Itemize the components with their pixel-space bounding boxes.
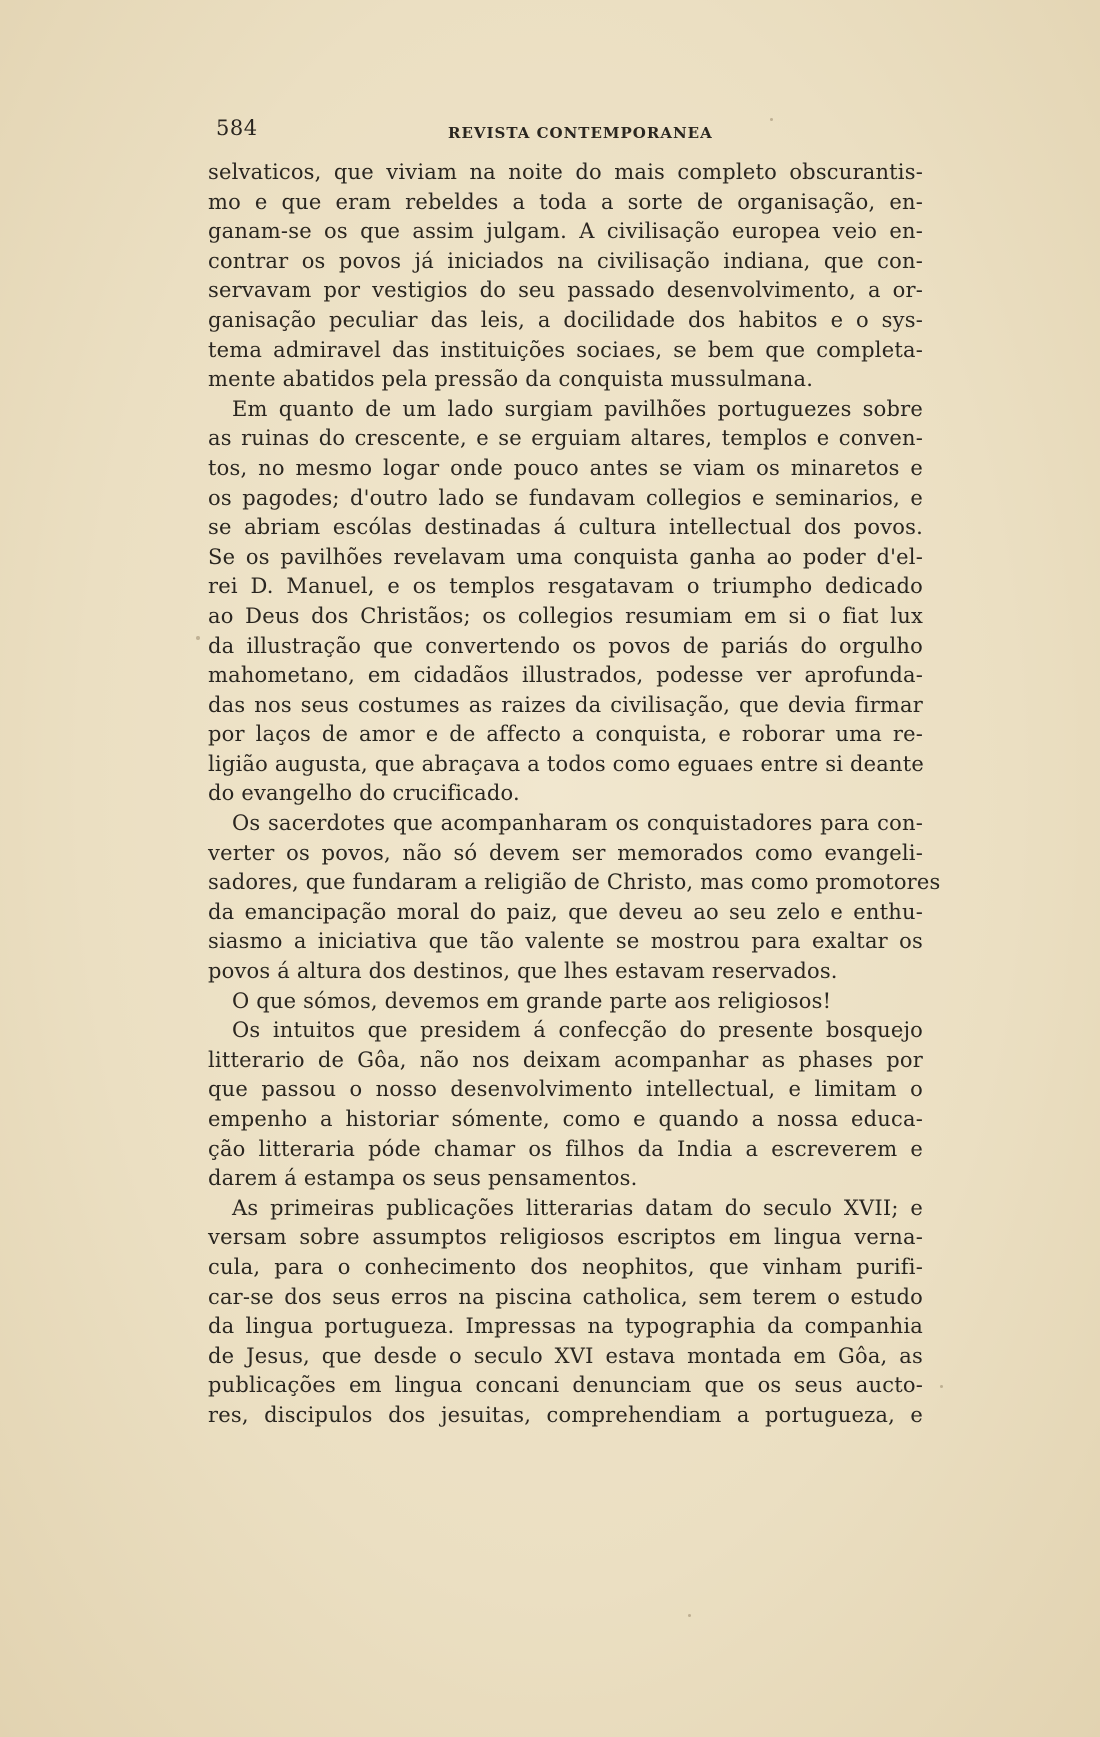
text-line: do evangelho do crucificado.: [208, 781, 520, 806]
text-line: contrar os povos já iniciados na civilisação indiana, que con-: [208, 248, 923, 273]
text-line: se abriam escólas destinadas á cultura intellectual dos povos.: [208, 515, 923, 540]
text-line: povos á altura dos destinos, que lhes estavam reservados.: [208, 959, 838, 984]
text-line: os pagodes; d'outro lado se fundavam collegios e seminarios, e: [208, 485, 923, 510]
text-line: mo e que eram rebeldes a toda a sorte de organisação, en-: [208, 189, 923, 214]
text-line: tema admiravel das instituições sociaes, se bem que completa-: [208, 337, 923, 362]
text-line: as ruinas do crescente, e se erguiam altares, templos e conven-: [208, 426, 923, 451]
text-line: mente abatidos pela pressão da conquista mussulmana.: [208, 367, 814, 392]
text-line: ganisação peculiar das leis, a docilidade dos habitos e o sys-: [208, 307, 923, 332]
text-line: versam sobre assumptos religiosos escriptos em lingua verna-: [208, 1225, 923, 1250]
text-line: que passou o nosso desenvolvimento intellectual, e limitam o: [208, 1077, 923, 1102]
text-line: ção litteraria póde chamar os filhos da India a escreverem e: [208, 1136, 923, 1161]
page-header: [208, 112, 838, 142]
text-line: da emancipação moral do paiz, que deveu ao seu zelo e enthu-: [208, 899, 923, 924]
running-title: REVISTA CONTEMPORANEA: [448, 124, 713, 142]
text-line: Em quanto de um lado surgiam pavilhões portuguezes sobre: [232, 396, 923, 421]
text-line: por laços de amor e de affecto a conquista, e roborar uma re-: [208, 722, 923, 747]
page-number: 584: [216, 116, 258, 140]
text-line: mahometano, em cidadãos illustrados, podesse ver aprofunda-: [208, 663, 923, 688]
text-line: tos, no mesmo logar onde pouco antes se viam os minaretos e: [208, 455, 923, 480]
ink-speck: [940, 1385, 943, 1388]
ink-speck: [196, 636, 200, 640]
text-line: Os intuitos que presidem á confecção do presente bosquejo: [232, 1018, 923, 1043]
text-line: Se os pavilhões revelavam uma conquista ganha ao poder d'el-: [208, 544, 923, 569]
text-line: litterario de Gôa, não nos deixam acompanhar as phases por: [208, 1047, 923, 1072]
text-line: das nos seus costumes as raizes da civilisação, que devia firmar: [208, 692, 923, 717]
text-line: As primeiras publicações litterarias datam do seculo XVII; e: [232, 1195, 923, 1220]
text-line: ligião augusta, que abraçava a todos como eguaes entre si deante: [208, 751, 924, 776]
text-line: darem á estampa os seus pensamentos.: [208, 1166, 638, 1191]
text-line: servavam por vestigios do seu passado desenvolvimento, a or-: [208, 278, 923, 303]
text-line: verter os povos, não só devem ser memorados como evangeli-: [208, 840, 923, 865]
text-line: sadores, que fundaram a religião de Christo, mas como promotores: [208, 870, 941, 895]
text-line: da illustração que convertendo os povos de pariás do orgulho: [208, 633, 923, 658]
body-text: [208, 158, 941, 1431]
text-line: rei D. Manuel, e os templos resgatavam o triumpho dedicado: [208, 574, 923, 599]
text-line: car-se dos seus erros na piscina catholica, sem terem o estudo: [208, 1284, 923, 1309]
text-line: Os sacerdotes que acompanharam os conquistadores para con-: [232, 811, 923, 836]
text-line: res, discipulos dos jesuitas, comprehendiam a portugueza, e: [208, 1402, 923, 1427]
text-line: ao Deus dos Christãos; os collegios resumiam em si o fiat lux: [208, 603, 923, 628]
text-line: selvaticos, que viviam na noite do mais completo obscurantis-: [208, 160, 923, 184]
text-line: cula, para o conhecimento dos neophitos, que vinham purifi-: [208, 1254, 923, 1279]
ink-speck: [688, 1614, 691, 1617]
text-line: de Jesus, que desde o seculo XVI estava montada em Gôa, as: [208, 1343, 923, 1368]
text-line: publicações em lingua concani denunciam que os seus auctо-: [208, 1373, 923, 1398]
ink-speck: [770, 118, 773, 121]
text-line: siasmo a iniciativa que tão valente se mostrou para exaltar os: [208, 929, 923, 954]
text-line: da lingua portugueza. Impressas na typographia da companhia: [208, 1314, 923, 1339]
text-line: O que sómos, devemos em grande parte aos religiosos!: [232, 988, 832, 1013]
text-line: empenho a historiar sómente, como e quando a nossa educa-: [208, 1107, 923, 1131]
text-line: ganam-se os que assim julgam. A civilisação europea veio en-: [208, 219, 923, 244]
